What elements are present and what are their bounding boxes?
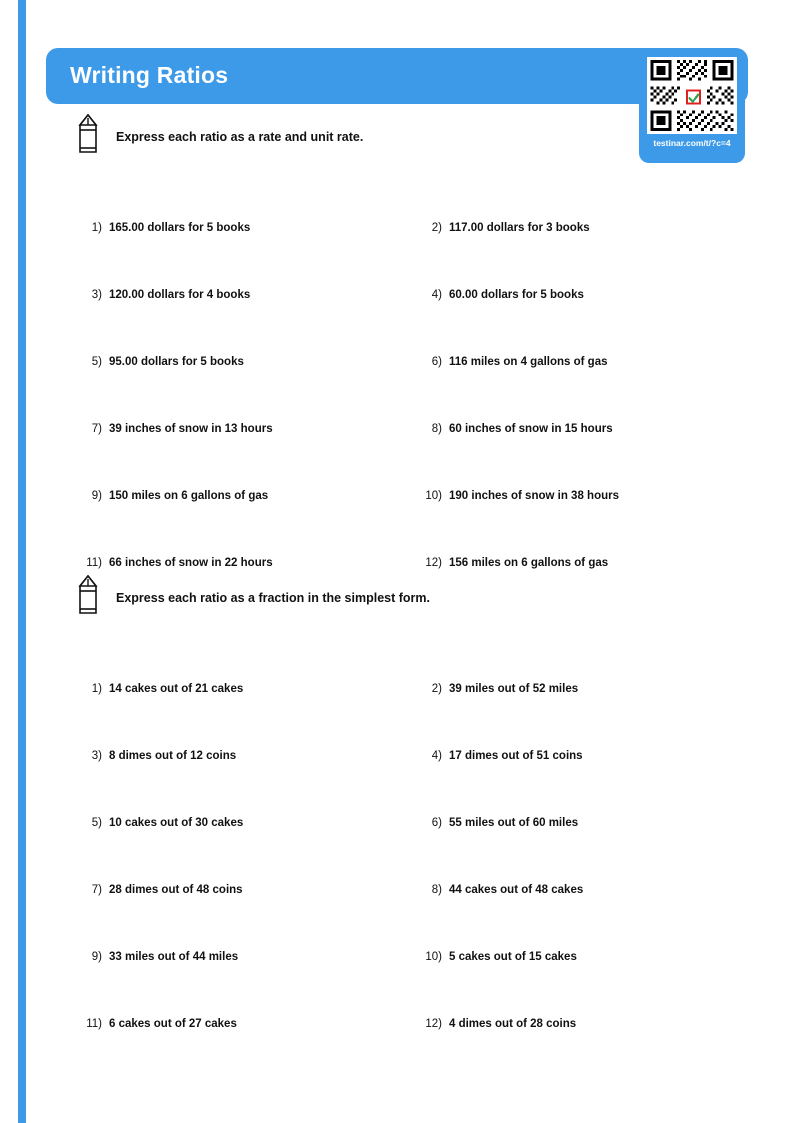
problem-item (76, 289, 250, 301)
problem-item (76, 356, 244, 368)
problem-text: 60.00 dollars for 5 books (449, 289, 584, 301)
section-2-header (46, 585, 748, 625)
problem-text: 116 miles on 4 gallons of gas (449, 356, 608, 368)
section-1-header (46, 124, 748, 164)
problem-text: 6 cakes out of 27 cakes (109, 1018, 237, 1030)
problem-number: 7) (91, 884, 102, 896)
problem-number: 1) (91, 222, 102, 234)
problem-number: 1) (91, 683, 102, 695)
problem-item (416, 817, 578, 829)
problem-number: 3) (91, 750, 102, 762)
qr-code-icon (647, 57, 737, 134)
problem-item (76, 222, 250, 234)
problem-item (416, 683, 578, 695)
problem-number: 8) (431, 423, 442, 435)
problem-text: 66 inches of snow in 22 hours (109, 557, 273, 569)
section-1 (46, 124, 748, 569)
problem-text: 39 inches of snow in 13 hours (109, 423, 273, 435)
problem-item (76, 557, 273, 569)
problem-number: 3) (91, 289, 102, 301)
problem-item (416, 289, 584, 301)
problem-item (416, 951, 577, 963)
problem-text: 4 dimes out of 28 coins (449, 1018, 577, 1030)
problem-text: 120.00 dollars for 4 books (109, 289, 251, 301)
problem-item (416, 423, 613, 435)
problem-item (416, 490, 619, 502)
section-2-problems (46, 625, 748, 1030)
section-1-problems (46, 164, 748, 569)
problem-item (76, 683, 243, 695)
problem-item (416, 557, 608, 569)
section-1-title: Express each ratio as a rate and unit rate. (116, 130, 364, 144)
problem-number: 8) (431, 884, 442, 896)
problem-item (416, 1018, 576, 1030)
problem-number: 10) (425, 951, 442, 963)
problem-text: 190 inches of snow in 38 hours (449, 490, 619, 502)
problem-item (76, 490, 268, 502)
problem-item (76, 423, 273, 435)
problem-item (76, 951, 238, 963)
pencil-icon (76, 575, 100, 617)
problem-number: 5) (91, 817, 102, 829)
problem-number: 6) (431, 356, 442, 368)
problem-item (416, 222, 590, 234)
problem-number: 4) (431, 289, 442, 301)
problem-text: 150 miles on 6 gallons of gas (109, 490, 269, 502)
pencil-icon (76, 114, 100, 156)
problem-number: 6) (431, 817, 442, 829)
problem-text: 44 cakes out of 48 cakes (449, 884, 584, 896)
problem-item (76, 817, 243, 829)
section-2 (46, 585, 748, 1030)
problem-item (416, 884, 583, 896)
problem-item (416, 356, 608, 368)
problem-text: 156 miles on 6 gallons of gas (449, 557, 609, 569)
problem-text: 39 miles out of 52 miles (449, 683, 579, 695)
page-title: Writing Ratios (70, 62, 229, 88)
problem-text: 55 miles out of 60 miles (449, 817, 579, 829)
problem-text: 10 cakes out of 30 cakes (109, 817, 244, 829)
problem-number: 12) (425, 557, 442, 569)
problem-text: 60 inches of snow in 15 hours (449, 423, 613, 435)
problem-number: 12) (425, 1018, 442, 1030)
problem-number: 5) (91, 356, 102, 368)
problem-item (76, 1018, 237, 1030)
problem-text: 5 cakes out of 15 cakes (449, 951, 577, 963)
problem-text: 17 dimes out of 51 coins (449, 750, 583, 762)
problem-item (416, 750, 583, 762)
section-2-title: Express each ratio as a fraction in the simplest form. (116, 591, 430, 605)
problem-item (76, 750, 236, 762)
problem-text: 14 cakes out of 21 cakes (109, 683, 244, 695)
problem-number: 9) (91, 490, 102, 502)
qr-url-label: testinar.com/t/?c=4 (653, 138, 731, 148)
problem-number: 7) (91, 423, 102, 435)
problem-number: 11) (86, 557, 102, 569)
problem-item (76, 884, 243, 896)
problem-text: 117.00 dollars for 3 books (449, 222, 590, 234)
problem-text: 33 miles out of 44 miles (109, 951, 239, 963)
problem-text: 165.00 dollars for 5 books (109, 222, 251, 234)
left-accent-bar (18, 0, 26, 1123)
problem-text: 8 dimes out of 12 coins (109, 750, 237, 762)
problem-number: 11) (86, 1018, 102, 1030)
problem-number: 4) (431, 750, 442, 762)
problem-number: 10) (425, 490, 442, 502)
problem-number: 9) (91, 951, 102, 963)
problem-number: 2) (431, 222, 442, 234)
problem-text: 95.00 dollars for 5 books (109, 356, 244, 368)
problem-number: 2) (431, 683, 442, 695)
problem-text: 28 dimes out of 48 coins (109, 884, 243, 896)
